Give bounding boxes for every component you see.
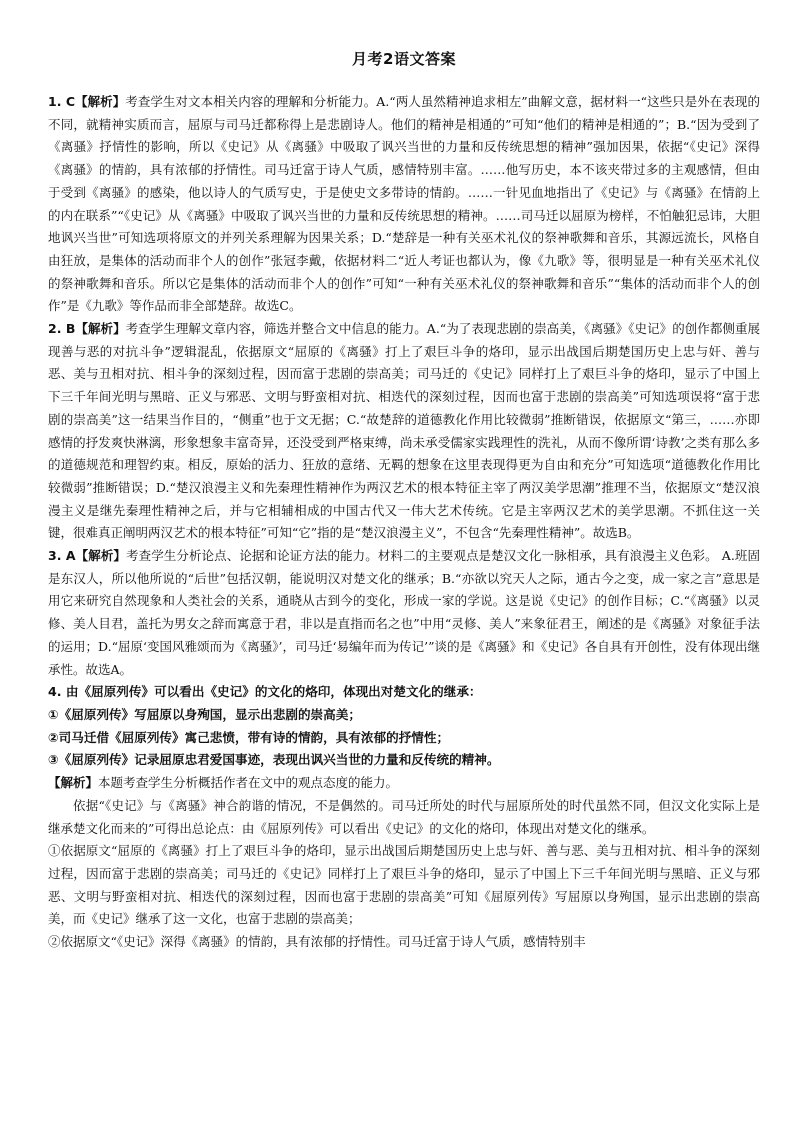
page-title: 月考2语文答案 [352,50,456,68]
q4-point-2: ②司马迁借《屈原列传》寓己悲愤，带有诗的情韵，具有浓郁的抒情性； [48,729,450,745]
q4-head: 4. 由《屈原列传》可以看出《史记》的文化的烙印，体现出对楚文化的继承： [48,684,482,700]
q3-text: 考查学生分析论点、论据和论证方法的能力。材料二的主要观点是楚汉文化一脉相承，具有浪漫主义色彩。 A.班固是东汉人，所以他所说的“后世”包括汉朝，能说明汉对楚文化的继承；B.“亦欲以究天人之际，通古今之变，成一家之言”意思是用它来研究自然现象和人类社会的关系，通晓从古到今的变化，形成一家的学说。这是说《史记》的创作目标；C.“《离骚》以灵修、美人目君，盖托为男女之辞而寓意于君，非以是直指而名之也”中用“灵修、美人”来象征君王，阐述的是《离骚》对象征手法的运用；D.“屈原‘变国风雅颂而为《离骚》’，司马迁‘易编年而为传记’”谈的是《离骚》和《史记》各自具有开创性，没有体现出继承性。故选A。 [48,548,760,677]
q1-text: 考查学生对文本相关内容的理解和分析能力。A.“两人虽然精神追求相左”曲解文意，据材料一“这些只是外在表现的不同，就精神实质而言，屈原与司马迁都称得上是悲剧诗人。他们的精神是相通的”可知“他们的精神是相通的”；B.“因为受到了《离骚》抒情性的影响，所以《史记》从《离骚》中吸取了讽兴当世的力量和反传统思想的精神”强加因果，依据“《史记》深得《离骚》的情韵，具有浓郁的抒情性。司马迁富于诗人气质，感情特别丰富。……他写历史，本不该夹带过多的主观感情，但由于受到《离骚》的感染，他以诗人的气质写史，于是使史文多带诗的情韵。……一针见血地指出了《史记》与《离骚》在情韵上的内在联系”“《史记》从《离骚》中吸取了讽兴当世的力量和反传统思想的精神。……司马迁以屈原为榜样，不怕触犯忌讳，大胆地讽兴当世”可知选项将原文的并列关系理解为因果关系；D.“楚辞是一种有关巫术礼仪的祭神歌舞和音乐，其源远流长，风格自由狂放，是集体的活动而非个人的创作”张冠李戴，依据材料二“近人考证也都认为，像《九歌》等，很明显是一种有关巫术礼仪的祭神歌舞和音乐。所以它是集体的活动而非个人的创作”可知“一种有关巫术礼仪的祭神歌舞和音乐”“集体的活动而非个人的创作”是《九歌》等作品而非全部楚辞。故选C。 [48,94,760,314]
q4-para-1: 依据“《史记》与《离骚》神合韵谐的情况，不是偶然的。司马迁所处的时代与屈原所处的时代虽然不同，但汉文化实际上是继承楚文化而来的”可得出总论点：由《屈原列传》可以看出《史记》的文化的烙印，体现出对楚文化的继承。 [48,797,760,836]
q4-analysis-head: 【解析】 [48,775,99,791]
answer-q2 [48,318,760,545]
answer-q3 [48,545,760,681]
answer-body [48,91,760,954]
q4-para-3: ②依据原文“《史记》深得《离骚》的情韵，具有浓郁的抒情性。司马迁富于诗人气质，感情特别丰 [48,934,586,950]
q4-analysis-text: 本题考查学生分析概括作者在文中的观点态度的能力。 [98,775,399,791]
q3-head: 3. A【解析】 [48,548,127,564]
q2-text: 考查学生理解文章内容，筛选并整合文中信息的能力。A.“为了表现悲剧的崇高美，《离骚》《史记》的创作都侧重展现善与恶的对抗斗争”逻辑混乱，依据原文“屈原的《离骚》打上了艰巨斗争的烙印，显示出战国后期楚国历史上忠与奸、善与恶、美与丑相对抗、相斗争的深刻过程，因而富于悲剧的崇高美；司马迁的《史记》同样打上了艰巨斗争的烙印，显示了中国上下三千年间光明与黑暗、正义与邪恶、文明与野蛮相对抗、相迭代的深刻过程，因而也富于悲剧的崇高美”可知选项误将“富于悲剧的崇高美”这一结果当作目的，“侧重”也于文无据；C.“故楚辞的道德教化作用比较微弱”推断错误，依据原文“第三，……亦即感情的抒发爽快淋漓，形象想象丰富奇异，还没受到严格束缚，尚未承受儒家实践理性的洗礼，从而不像所谓‘诗教’之类有那么多的道德规范和理智约束。相反，原始的活力、狂放的意绪、无羁的想象在这里表现得更为自由和充分”可知选项“道德教化作用比较微弱”推断错误；D.“楚汉浪漫主义和先秦理性精神作为两汉艺术的根本特征主宰了两汉美学思潮”推理不当，依据原文“楚汉浪漫主义是继先秦理性精神之后，并与它相辅相成的中国古代又一伟大艺术传统。它是主宰两汉艺术的美学思潮。不抓住这一关键，很难真正阐明两汉艺术的根本特征”可知“它”指的是“楚汉浪漫主义”，不包含“先秦理性精神”。故选B。 [48,321,760,541]
q4-para-2: ①依据原文“屈原的《离骚》打上了艰巨斗争的烙印，显示出战国后期楚国历史上忠与奸、善与恶、美与丑相对抗、相斗争的深刻过程，因而富于悲剧的崇高美；司马迁的《史记》同样打上了艰巨斗争的烙印，显示了中国上下三千年间光明与黑暗、正义与邪恶、文明与野蛮相对抗、相迭代的深刻过程，因而也富于悲剧的崇高美”可知《屈原列传》写屈原以身殉国，显示出悲剧的崇高美，而《史记》继承了这一文化，也富于悲剧的崇高美； [48,843,760,927]
q1-head: 1. C【解析】 [48,94,126,109]
q2-head: 2. B【解析】 [48,321,126,337]
q4-point-1: ①《屈原列传》写屈原以身殉国，显示出悲剧的崇高美； [48,706,361,722]
answer-q1 [48,91,760,318]
q4-analysis [48,772,760,795]
q4-point-3: ③《屈原列传》记录屈原忠君爱国事迹，表现出讽兴当世的力量和反传统的精神。 [48,752,500,768]
